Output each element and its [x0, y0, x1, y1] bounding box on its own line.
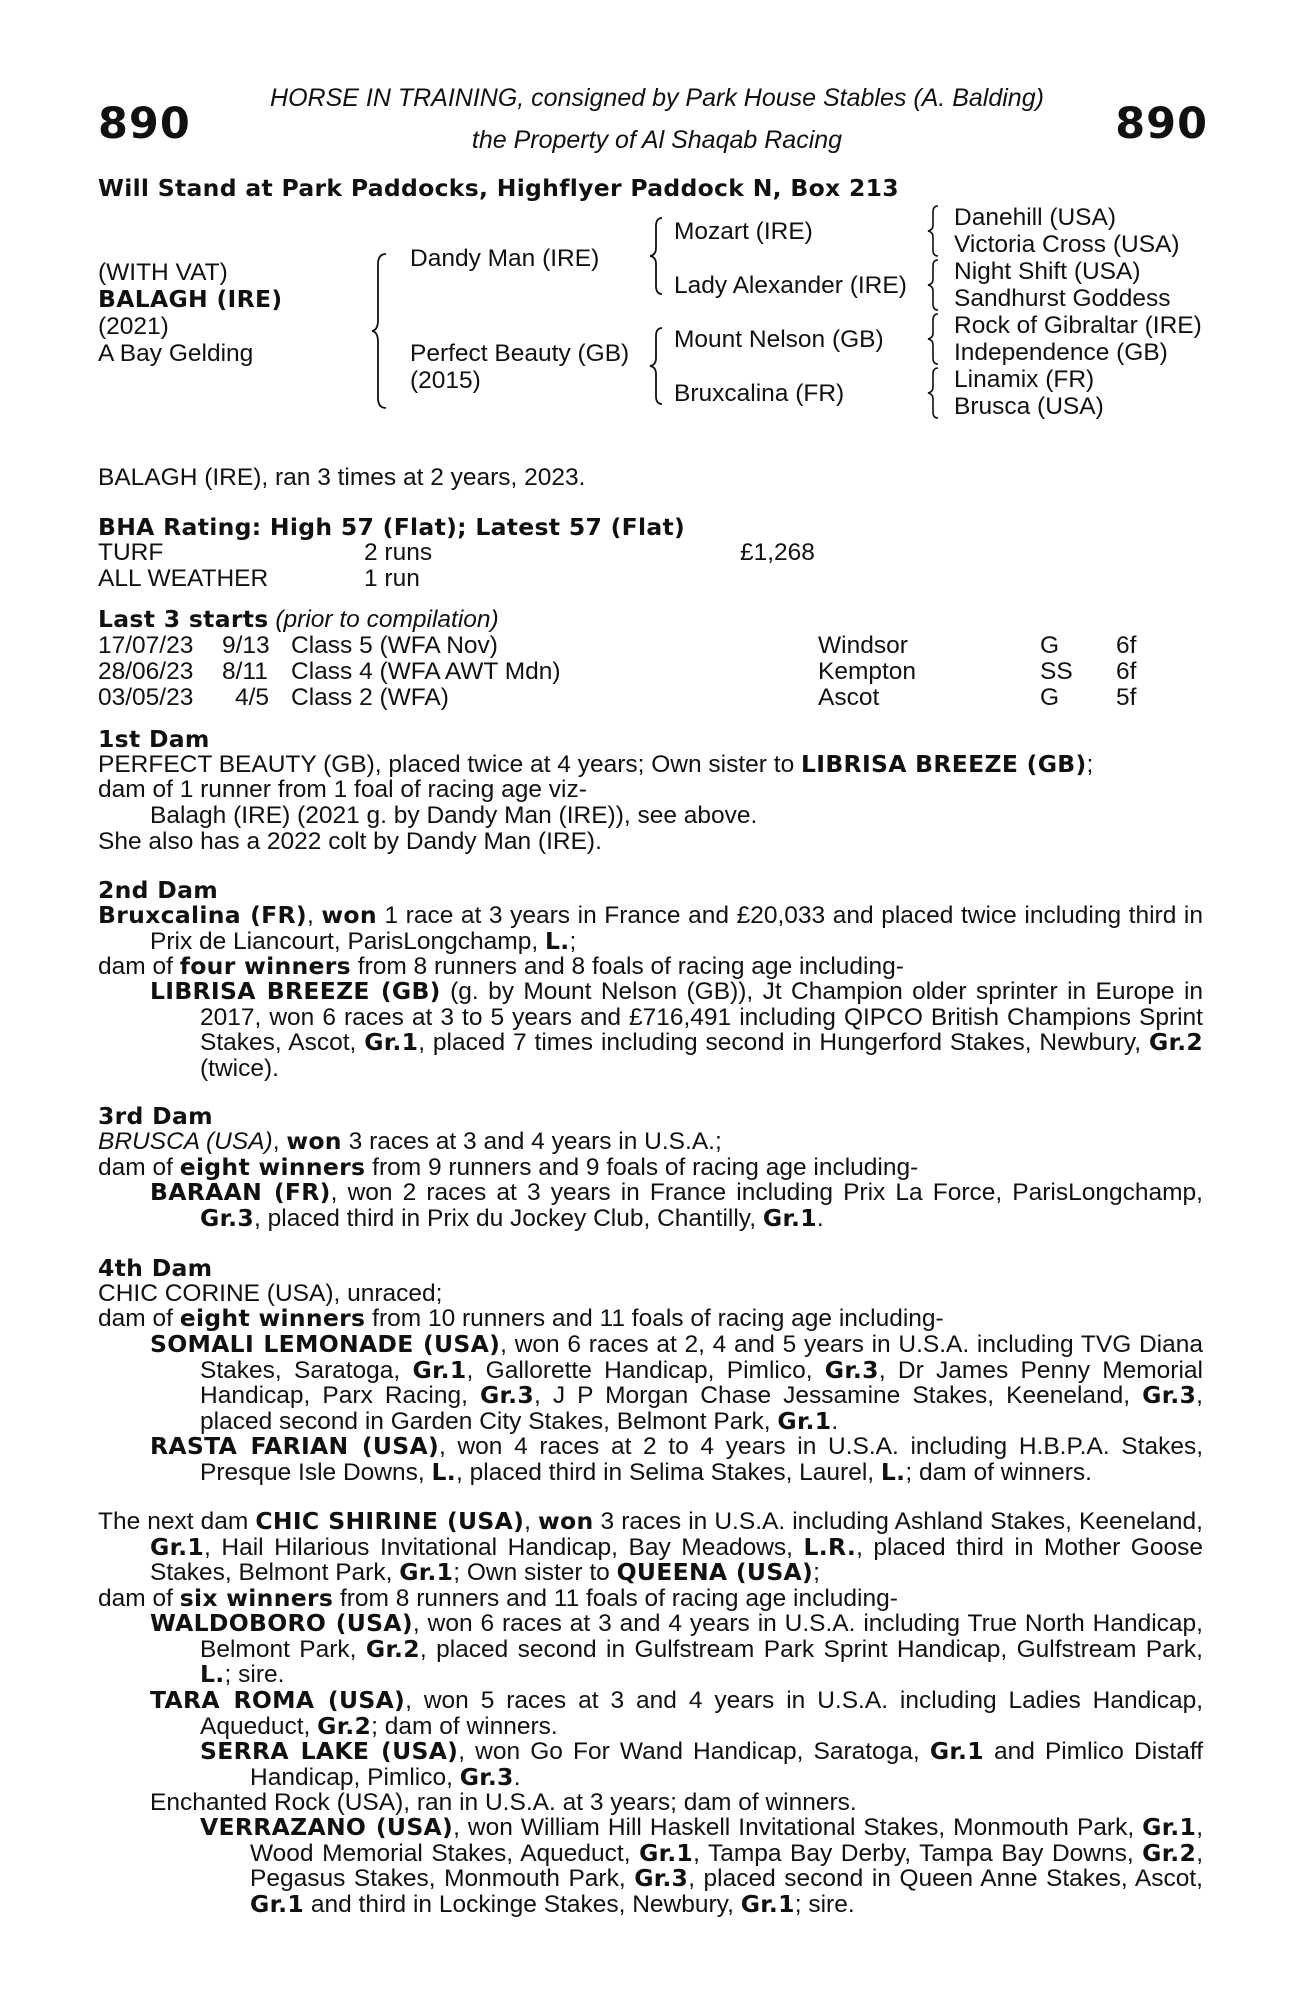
start-date: 03/05/23: [98, 684, 194, 711]
lot-number-left: 890: [98, 99, 191, 149]
start-going: SS: [1040, 658, 1073, 685]
pedigree-brace-dd: [926, 366, 942, 420]
pedigree-dsd: Independence (GB): [954, 339, 1168, 366]
start-distance: 6f: [1116, 658, 1137, 685]
property-line: the Property of Al Shaqab Racing: [471, 126, 843, 154]
starts-heading: [98, 607, 499, 633]
fourth-dam-heading: 4th Dam: [98, 1254, 213, 1282]
start-course: Windsor: [818, 632, 908, 659]
start-race: Class 4 (WFA AWT Mdn): [291, 658, 561, 685]
rating-surface: ALL WEATHER: [98, 565, 269, 592]
pedigree-brace-dam: [648, 326, 666, 406]
sibling-name: LIBRISA BREEZE (GB): [801, 750, 1087, 778]
start-date: 28/06/23: [98, 658, 194, 685]
rating-runs: 1 run: [364, 565, 420, 592]
next-dam-winner: WALDOBORO (USA), won 6 races at 3 and 4 years in U.S.A. including True North Handicap, Belmont Park, Gr.2, placed second in Gulfstream Park Sprint Handicap, Gulfstream Park, L.; sire.: [150, 1609, 1203, 1689]
start-date: 17/07/23: [98, 632, 194, 659]
third-dam-heading: 3rd Dam: [98, 1102, 213, 1130]
next-dam-produce: dam of six winners from 8 runners and 11 foals of racing age including-: [98, 1584, 898, 1612]
start-race: Class 5 (WFA Nov): [291, 632, 498, 659]
pedigree-sire-sire: Mozart (IRE): [674, 218, 813, 245]
pedigree-dam-dam: Bruxcalina (FR): [674, 380, 845, 407]
pedigree-dam-year: (2015): [410, 367, 481, 394]
stand-location: Will Stand at Park Paddocks, Highflyer Paddock N, Box 213: [98, 174, 899, 202]
start-going: G: [1040, 632, 1060, 659]
pedigree-sire-dam: Lady Alexander (IRE): [674, 272, 907, 299]
pedigree-brace-sd: [926, 258, 942, 312]
lot-number-right: 890: [1115, 99, 1208, 149]
first-dam-heading: 1st Dam: [98, 725, 210, 753]
fourth-dam-produce: dam of eight winners from 10 runners and 11 foals of racing age including-: [98, 1304, 944, 1332]
first-dam-line: PERFECT BEAUTY (GB), placed twice at 4 years; Own sister to LIBRISA BREEZE (GB);: [98, 750, 1094, 778]
next-dam-grandson: VERRAZANO (USA), won William Hill Haskell Invitational Stakes, Monmouth Park, Gr.1, Wood Memorial Stakes, Aqueduct, Gr.1, Tampa Bay Derby, Tampa Bay Downs, Gr.2, Pegasus Stakes, Monmouth Park, Gr.3, placed second in Queen Anne Stakes, Ascot, Gr.1 and third in Lockinge Stakes, Newbury, Gr.1; sire.: [200, 1813, 1203, 1918]
horse-year: (2021): [98, 313, 169, 340]
rating-title: BHA Rating: High 57 (Flat); Latest 57 (Flat): [98, 513, 686, 541]
pedigree-ddd: Brusca (USA): [954, 393, 1104, 420]
start-distance: 5f: [1116, 684, 1137, 711]
starts-title: Last 3 starts: [98, 605, 269, 633]
pedigree-ssd: Victoria Cross (USA): [954, 231, 1180, 258]
pedigree-dam-sire: Mount Nelson (GB): [674, 326, 884, 353]
next-dam-record: The next dam CHIC SHIRINE (USA), won 3 races in U.S.A. including Ashland Stakes, Keeneland, Gr.1, Hail Hilarious Invitational Handicap, Bay Meadows, L.R., placed third in Mother Goose Stakes, Belmont Park, Gr.1; Own sister to QUEENA (USA);: [98, 1507, 1203, 1587]
pedigree-dam: Perfect Beauty (GB): [410, 340, 630, 367]
start-course: Kempton: [818, 658, 917, 685]
first-dam-note: She also has a 2022 colt by Dandy Man (IRE).: [98, 828, 602, 855]
start-position: 8/11: [222, 658, 268, 685]
start-distance: 6f: [1116, 632, 1137, 659]
third-dam-record: BRUSCA (USA), won 3 races at 3 and 4 years in U.S.A.;: [98, 1127, 722, 1155]
start-going: G: [1040, 684, 1060, 711]
pedigree-brace-sire: [648, 216, 666, 296]
next-dam-foal: Enchanted Rock (USA), ran in U.S.A. at 3 years; dam of winners.: [150, 1789, 857, 1816]
horse-name: BALAGH (IRE): [98, 285, 283, 313]
vat-label: (WITH VAT): [98, 259, 228, 286]
rating-runs: 2 runs: [364, 539, 433, 566]
pedigree-brace-ds: [926, 312, 942, 366]
second-dam-winner: LIBRISA BREEZE (GB) (g. by Mount Nelson (GB)), Jt Champion older sprinter in Europe in 2017, won 6 races at 3 to 5 years and £716,491 including QIPCO British Champions Sprint Stakes, Ascot, Gr.1, placed 7 times including second in Hungerford Stakes, Newbury, Gr.2 (twice).: [150, 977, 1204, 1082]
pedigree-sss: Danehill (USA): [954, 204, 1117, 231]
start-course: Ascot: [818, 684, 880, 711]
pedigree-dss: Rock of Gibraltar (IRE): [954, 312, 1202, 339]
next-dam-grandson: SERRA LAKE (USA), won Go For Wand Handicap, Saratoga, Gr.1 and Pimlico Distaff Handicap, Pimlico, Gr.3.: [200, 1737, 1204, 1791]
pedigree-sds: Night Shift (USA): [954, 258, 1141, 285]
horse-description: A Bay Gelding: [98, 340, 254, 367]
first-dam-foal: Balagh (IRE) (2021 g. by Dandy Man (IRE)), see above.: [150, 802, 758, 829]
starts-note: (prior to compilation): [275, 606, 499, 633]
rating-surface: TURF: [98, 539, 164, 566]
start-position: 9/13: [222, 632, 270, 659]
pedigree-dds: Linamix (FR): [954, 366, 1095, 393]
second-dam-produce: dam of four winners from 8 runners and 8 foals of racing age including-: [98, 952, 904, 980]
pedigree-brace-main: [370, 252, 390, 410]
pedigree-brace-ss: [926, 204, 942, 258]
pedigree-sire: Dandy Man (IRE): [410, 245, 600, 272]
race-summary: BALAGH (IRE), ran 3 times at 2 years, 2023.: [98, 464, 586, 491]
rating-prize: £1,268: [740, 539, 815, 566]
start-position: 4/5: [235, 684, 270, 711]
third-dam-produce: dam of eight winners from 9 runners and 9 foals of racing age including-: [98, 1153, 919, 1181]
third-dam-winner: BARAAN (FR), won 2 races at 3 years in France including Prix La Force, ParisLongchamp, Gr.3, placed third in Prix du Jockey Club, Chantilly, Gr.1.: [150, 1178, 1203, 1232]
consignor-line: HORSE IN TRAINING, consigned by Park House Stables (A. Balding): [270, 84, 1044, 112]
second-dam-record: Bruxcalina (FR), won 1 race at 3 years in France and £20,033 and placed twice including third in Prix de Liancourt, ParisLongchamp, L.;: [98, 901, 1203, 955]
second-dam-heading: 2nd Dam: [98, 876, 219, 904]
first-dam-produce: dam of 1 runner from 1 foal of racing age viz-: [98, 776, 587, 803]
fourth-dam-record: CHIC CORINE (USA), unraced;: [98, 1280, 443, 1307]
next-dam-winner: TARA ROMA (USA), won 5 races at 3 and 4 years in U.S.A. including Ladies Handicap, Aqueduct, Gr.2; dam of winners.: [150, 1686, 1204, 1740]
fourth-dam-winner: SOMALI LEMONADE (USA), won 6 races at 2, 4 and 5 years in U.S.A. including TVG Diana Stakes, Saratoga, Gr.1, Gallorette Handicap, Pimlico, Gr.3, Dr James Penny Memorial Handicap, Parx Racing, Gr.3, J P Morgan Chase Jessamine Stakes, Keeneland, Gr.3, placed second in Garden City Stakes, Belmont Park, Gr.1.: [150, 1330, 1203, 1435]
pedigree-sdd: Sandhurst Goddess: [954, 285, 1171, 312]
start-race: Class 2 (WFA): [291, 684, 449, 711]
fourth-dam-winner: RASTA FARIAN (USA), won 4 races at 2 to 4 years in U.S.A. including H.B.P.A. Stakes, Presque Isle Downs, L., placed third in Selima Stakes, Laurel, L.; dam of winners.: [150, 1432, 1204, 1486]
